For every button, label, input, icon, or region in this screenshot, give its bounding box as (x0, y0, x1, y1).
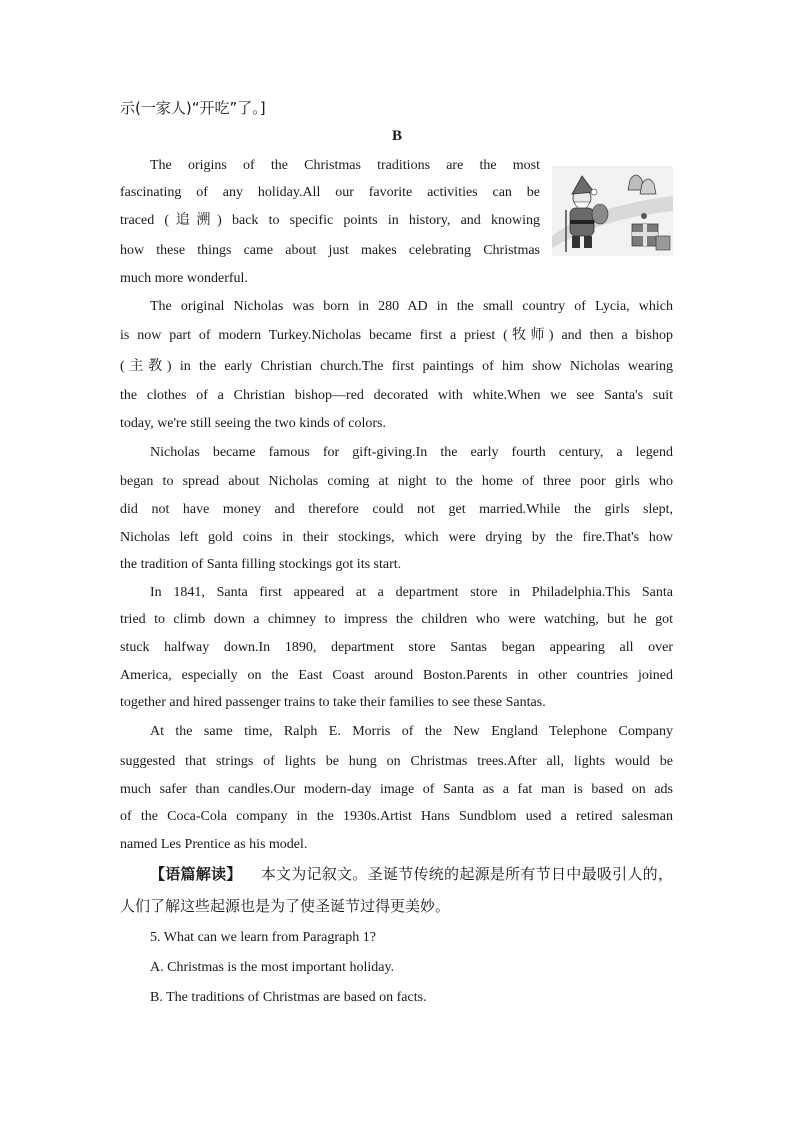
p5-line-2: suggested that strings of lights be hung on Christmas trees.After all, lights would be (120, 754, 673, 769)
p2-line-1: The original Nicholas was born in 280 AD in the small country of Lycia, which (150, 299, 673, 314)
analysis-label: 【语篇解读】 (150, 865, 242, 883)
p3-line-2: began to spread about Nicholas coming at night to the home of three poor girls who (120, 474, 673, 489)
p1-line-1: The origins of the Christmas traditions are the most (150, 158, 540, 173)
p5-line-5: named Les Prentice as his model. (120, 837, 308, 852)
option-a: A. Christmas is the most important holiday. (150, 960, 395, 975)
p3-line-3: did not have money and therefore could not get married.While the girls slept, (120, 502, 673, 517)
analysis-line-1 (150, 864, 673, 884)
section-heading: B (391, 128, 402, 144)
p1-line-4: how these things came about just makes celebrating Christmas (120, 243, 540, 258)
santa-illustration (552, 166, 673, 256)
analysis-line-2: 人们了解这些起源也是为了使圣诞节过得更美妙。 (120, 897, 451, 915)
p4-line-1: In 1841, Santa first appeared at a department store in Philadelphia.This Santa (150, 585, 673, 600)
p4-line-3: stuck halfway down.In 1890, department store Santas began appearing all over (120, 640, 673, 655)
p3-line-1: Nicholas became famous for gift-giving.In the early fourth century, a legend (150, 445, 673, 460)
p4-line-2: tried to climb down a chimney to impress the children who were watching, but he got (120, 612, 673, 627)
analysis-text-1: 本文为记叙文。圣诞节传统的起源是所有节日中最吸引人的， (260, 865, 673, 883)
p1-line-5: much more wonderful. (120, 271, 248, 286)
p2-line-3: (主教) in the early Christian church.The first paintings of him show Nicholas wearing (120, 359, 673, 374)
p1-line-3: traced (追溯) back to specific points in history, and knowing (120, 213, 540, 228)
p4-line-5: together and hired passenger trains to take their families to see these Santas. (120, 695, 546, 710)
p4-line-4: America, especially on the East Coast around Boston.Parents in other countries joined (120, 668, 673, 683)
p5-line-1: At the same time, Ralph E. Morris of the New England Telephone Company (150, 724, 673, 739)
p2-line-2: is now part of modern Turkey.Nicholas became first a priest (牧师) and then a bishop (120, 328, 673, 343)
p1-line-2: fascinating of any holiday.All our favorite activities can be (120, 185, 540, 200)
p2-line-5: today, we're still seeing the two kinds of colors. (120, 416, 387, 431)
question-stem: 5. What can we learn from Paragraph 1? (150, 930, 376, 945)
p3-line-5: the tradition of Santa filling stockings got its start. (120, 557, 402, 572)
p5-line-3: much safer than candles.Our modern-day image of Santa as a fat man is based on ads (120, 782, 673, 797)
p2-line-4: the clothes of a Christian bishop—red decorated with white.When we see Santa's suit (120, 388, 673, 403)
p3-line-4: Nicholas left gold coins in their stockings, which were drying by the fire.That's how (120, 530, 673, 545)
p5-line-4: of the Coca-Cola company in the 1930s.Artist Hans Sundblom used a retired salesman (120, 809, 673, 824)
option-b: B. The traditions of Christmas are based on facts. (150, 990, 427, 1005)
top-note: 示(一家人)“开吃”了。] (120, 99, 266, 117)
